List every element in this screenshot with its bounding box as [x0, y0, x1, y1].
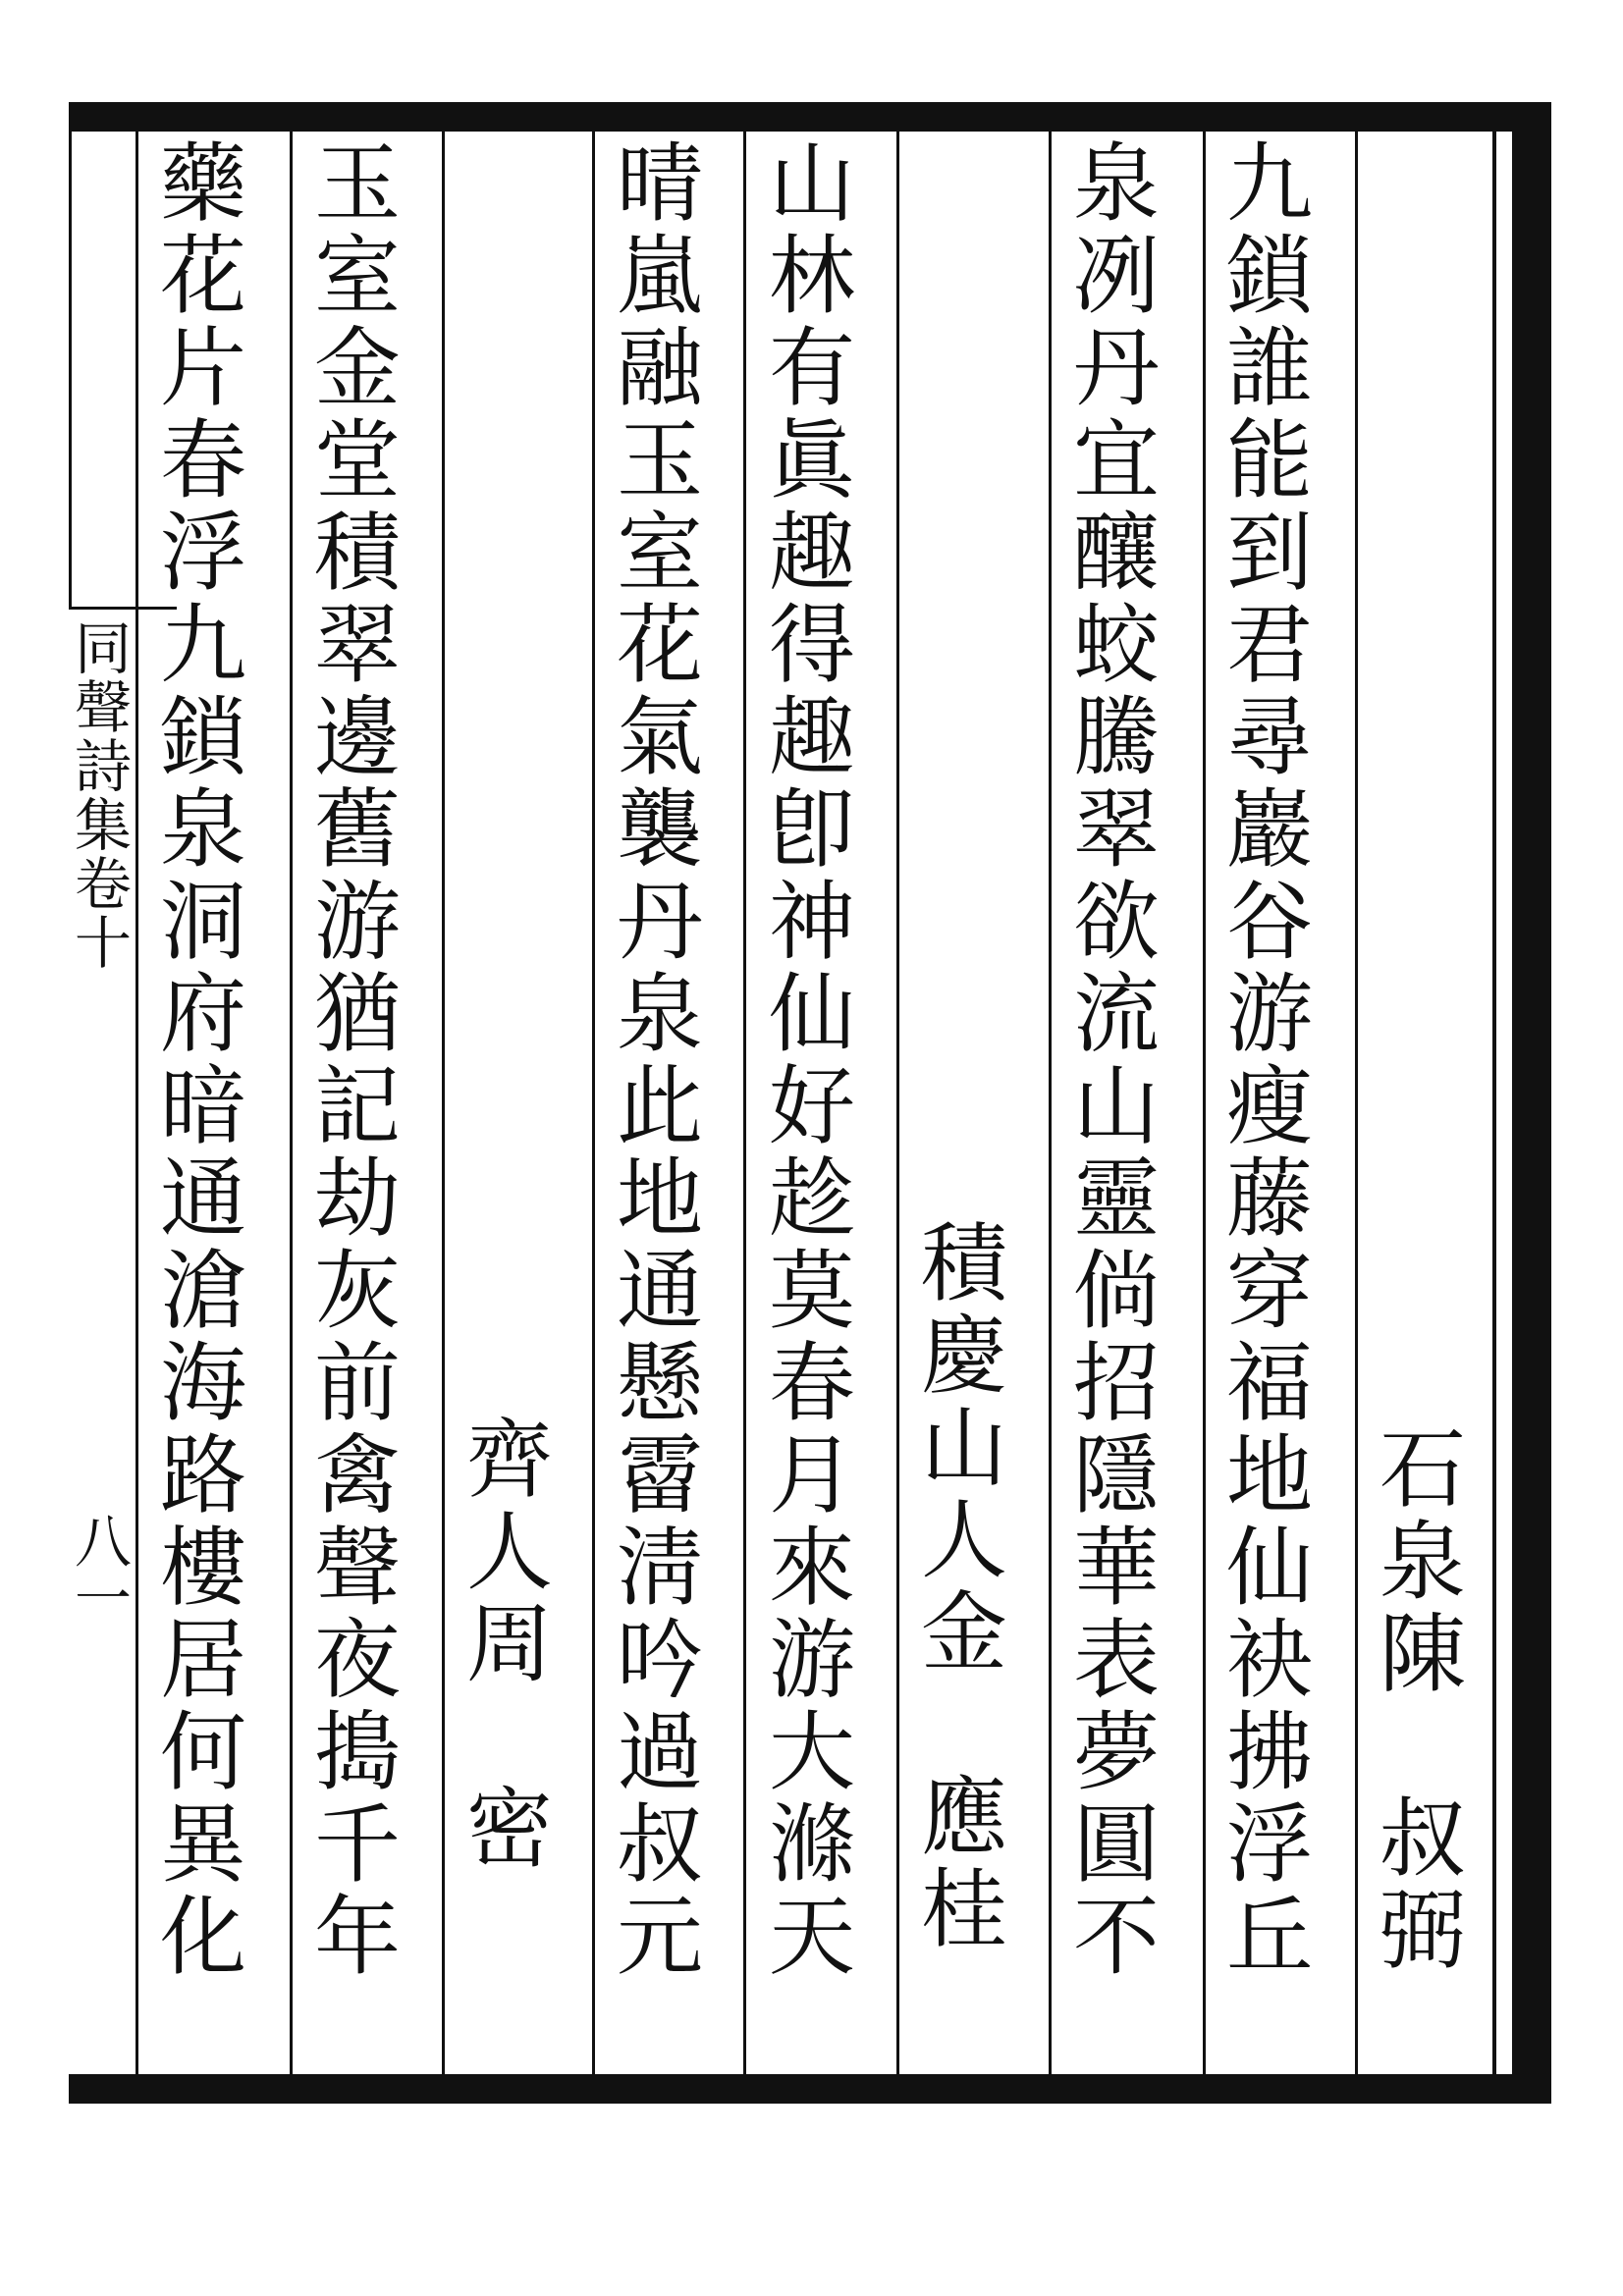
- poem-line: 九鎖誰能到君尋巖谷游瘦藤穿福地仙袂拂浮丘: [1213, 137, 1314, 1983]
- poem-line: 藥花片春浮九鎖泉洞府暗通滄海路樓居何異化: [146, 137, 247, 1983]
- poem-line: 晴嵐融玉室花氣襲丹泉此地通懸霤淸吟過叔元: [603, 137, 704, 1983]
- author-line: 積慶山人金 應桂: [907, 1217, 1008, 1955]
- column-rule: [1049, 132, 1052, 2074]
- margin-page-number: 八一: [65, 1512, 132, 1626]
- column-rule: [442, 132, 445, 2074]
- author-line: 石泉陳 叔弼: [1366, 1423, 1467, 1977]
- column-rule: [1355, 132, 1358, 2074]
- column-rule: [135, 132, 138, 2074]
- poem-line: 玉室金堂積翠邊舊游猶記劫灰前禽聲夜搗千年: [300, 137, 402, 1983]
- author-line: 齊人周 密: [453, 1414, 554, 1875]
- poem-line: 泉冽丹宜釀蛟騰翠欲流山靈倘招隱華表夢圓不: [1059, 137, 1161, 1983]
- frame-bottom-border: [69, 2074, 1551, 2104]
- column-rule: [1203, 132, 1206, 2074]
- column-rule: [896, 132, 899, 2074]
- column-rule: [592, 132, 595, 2074]
- margin-rule: [69, 132, 72, 607]
- frame-top-border: [69, 102, 1551, 132]
- margin-book-title: 同聲詩集卷十: [65, 618, 132, 972]
- frame-inner-rule: [1492, 132, 1496, 2074]
- frame-right-border: [1512, 102, 1551, 2104]
- column-rule: [743, 132, 746, 2074]
- poem-line: 山林有眞趣得趣卽神仙好趁莫春月來游大滌天: [755, 137, 856, 1983]
- column-rule: [290, 132, 293, 2074]
